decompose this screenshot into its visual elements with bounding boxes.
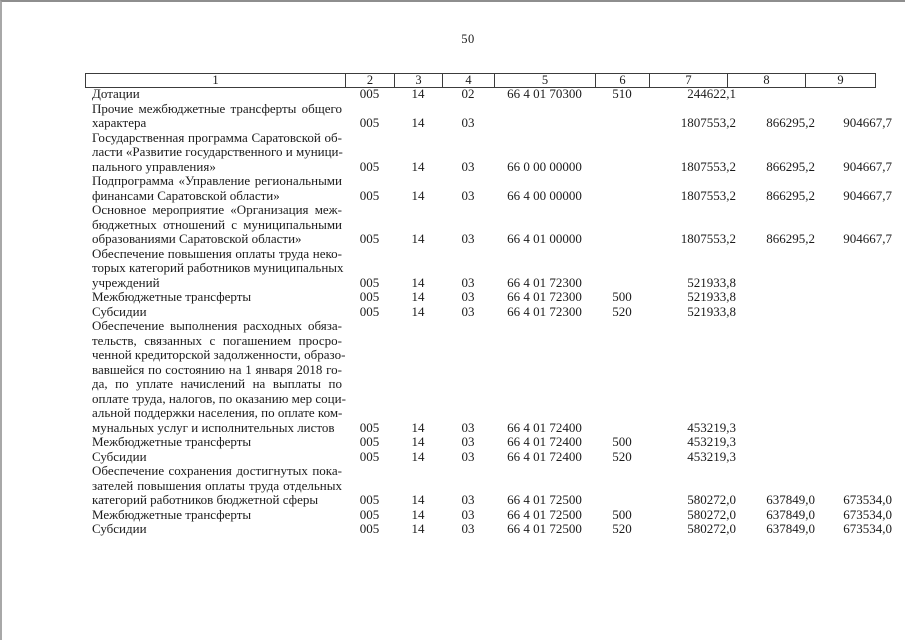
row-col-5: 66 4 01 72400 <box>507 434 582 449</box>
row-name: Субсидии <box>92 448 147 464</box>
row-col-4: 03 <box>461 419 475 435</box>
row-name: Обеспечение сохранения достигнутых пока- зателей повышения оплаты труда отдельных категорий работников бюджетной сферы <box>92 463 342 507</box>
row-col-7: 244622,1 <box>687 86 736 101</box>
row-name: Межбюджетные трансферты <box>92 506 252 522</box>
row-col-8 <box>736 290 815 305</box>
row-col-9: 904667,7 <box>843 158 892 174</box>
row-col-8 <box>736 450 815 465</box>
row-col-2: 005 <box>359 419 380 435</box>
row-col-3: 14 <box>411 521 425 536</box>
row-col-3: 14 <box>411 86 425 101</box>
row-col-4: 03 <box>461 289 475 304</box>
row-col-8: 866295,2 <box>766 115 815 130</box>
table-row <box>85 319 892 435</box>
row-col-9: 904667,7 <box>843 115 892 130</box>
row-col-6: 500 <box>612 434 632 449</box>
row-col-9: 673534,0 <box>843 506 892 522</box>
row-col-8 <box>736 87 815 102</box>
header-col-7: 7 <box>650 74 728 88</box>
row-col-9: 904667,7 <box>843 187 892 203</box>
row-col-3: 14 <box>411 303 425 319</box>
row-col-7: 521933,8 <box>687 289 736 304</box>
row-col-6: 510 <box>612 86 632 101</box>
header-col-6: 6 <box>596 74 650 88</box>
row-name: Межбюджетные трансферты <box>92 289 252 304</box>
budget-table-body <box>85 87 892 537</box>
row-col-4: 03 <box>461 448 475 464</box>
row-col-7: 1807553,2 <box>680 158 736 174</box>
row-col-6: 500 <box>612 506 632 522</box>
row-name: Дотации <box>92 86 140 101</box>
row-col-6: 500 <box>612 289 632 304</box>
row-col-9 <box>815 435 892 450</box>
row-col-4: 03 <box>461 303 475 319</box>
row-name: Субсидии <box>92 521 147 536</box>
row-col-3: 14 <box>411 289 425 304</box>
row-col-7: 580272,0 <box>687 492 736 507</box>
row-col-5: 66 4 01 72300 <box>507 303 582 319</box>
row-col-8: 637849,0 <box>766 492 815 507</box>
row-col-5: 66 4 01 72500 <box>507 521 582 536</box>
row-col-8: 866295,2 <box>766 158 815 174</box>
table-row <box>85 450 892 465</box>
row-col-9 <box>815 247 892 291</box>
row-col-8 <box>736 435 815 450</box>
row-col-9 <box>815 290 892 305</box>
row-col-6 <box>595 174 649 203</box>
row-col-5: 66 4 01 72300 <box>507 274 582 290</box>
header-col-8: 8 <box>728 74 806 88</box>
row-col-6: 520 <box>612 448 632 464</box>
row-col-8: 637849,0 <box>766 521 815 536</box>
row-col-2: 005 <box>359 303 380 319</box>
table-row <box>85 131 892 175</box>
row-col-9: 904667,7 <box>843 231 892 246</box>
row-col-4: 03 <box>461 158 475 174</box>
row-name: Основное мероприятие «Организация меж- бюджетных отношений с муниципальными образованиями Саратовской области» <box>92 202 342 246</box>
row-col-8 <box>736 319 815 435</box>
row-col-4: 03 <box>461 231 475 246</box>
row-col-8: 866295,2 <box>766 231 815 246</box>
row-col-2: 005 <box>359 448 380 464</box>
header-col-9: 9 <box>806 74 876 88</box>
row-col-9 <box>815 305 892 320</box>
row-col-6 <box>595 247 649 291</box>
row-col-6: 520 <box>612 303 632 319</box>
row-col-3: 14 <box>411 274 425 290</box>
row-col-9 <box>815 87 892 102</box>
row-col-2: 005 <box>359 434 380 449</box>
table-row <box>85 464 892 508</box>
row-col-8 <box>736 247 815 291</box>
header-col-2: 2 <box>346 74 395 88</box>
row-col-2: 005 <box>359 187 380 203</box>
row-col-6 <box>595 131 649 175</box>
row-col-2: 005 <box>359 274 380 290</box>
row-col-2: 005 <box>359 158 380 174</box>
row-col-2: 005 <box>359 521 380 536</box>
row-col-3: 14 <box>411 448 425 464</box>
table-row <box>85 522 892 537</box>
row-col-5: 66 4 00 00000 <box>507 187 582 203</box>
row-col-7: 521933,8 <box>687 303 736 319</box>
table-body <box>85 87 892 537</box>
row-col-5: 66 4 01 72400 <box>507 448 582 464</box>
row-col-5: 66 4 01 72300 <box>507 289 582 304</box>
page-number: 50 <box>461 32 475 46</box>
row-col-5: 66 4 01 70300 <box>507 86 582 101</box>
table-row <box>85 247 892 291</box>
table-row <box>85 290 892 305</box>
header-row <box>86 74 876 88</box>
row-col-2: 005 <box>359 492 380 507</box>
row-col-7: 580272,0 <box>687 521 736 536</box>
row-col-3: 14 <box>411 492 425 507</box>
table-row <box>85 87 892 102</box>
row-col-7: 453219,3 <box>687 419 736 435</box>
row-col-4: 03 <box>461 187 475 203</box>
row-col-7: 1807553,2 <box>680 115 736 130</box>
table-row <box>85 102 892 131</box>
row-col-6 <box>595 319 649 435</box>
row-name: Государственная программа Саратовской об- ласти «Развитие государственного и муници- пального управления» <box>92 129 343 174</box>
row-col-9: 673534,0 <box>843 521 892 536</box>
row-col-7: 453219,3 <box>687 434 736 449</box>
header-col-3: 3 <box>395 74 443 88</box>
row-col-4: 03 <box>461 492 475 507</box>
row-col-6: 520 <box>612 521 632 536</box>
header-col-1: 1 <box>86 74 346 88</box>
table-row <box>85 305 892 320</box>
table-row <box>85 203 892 247</box>
row-col-2: 005 <box>359 115 380 130</box>
row-col-4: 02 <box>461 86 475 101</box>
row-col-7: 1807553,2 <box>680 187 736 203</box>
row-col-5: 66 4 01 72500 <box>507 506 582 522</box>
row-col-3: 14 <box>411 419 425 435</box>
row-col-6 <box>595 203 649 247</box>
row-col-5: 66 4 01 72500 <box>507 492 582 507</box>
row-col-3: 14 <box>411 231 425 246</box>
row-col-2: 005 <box>359 86 380 101</box>
row-col-6 <box>595 102 649 131</box>
budget-table-header <box>85 73 876 88</box>
table-row <box>85 174 892 203</box>
row-col-7: 580272,0 <box>687 506 736 522</box>
row-col-5: 66 4 01 72400 <box>507 419 582 435</box>
row-col-9 <box>815 450 892 465</box>
row-col-3: 14 <box>411 187 425 203</box>
row-col-4: 03 <box>461 434 475 449</box>
row-col-8: 866295,2 <box>766 187 815 203</box>
row-col-5: 66 0 00 00000 <box>507 158 582 174</box>
row-col-5 <box>494 102 595 131</box>
row-name: Обеспечение выполнения расходных обяза- тельств, связанных с погашением просро- ченной кредиторской задолженности, образо- вавшейся по состоянию на 1 января 2018 го- да, по уплате начислений на выплаты по оплате труда, налогов, по оказанию мер соци- альной поддержки населения, по оплате ком- мунальных услуг и исполнительных листов <box>92 318 346 435</box>
row-col-2: 005 <box>359 289 380 304</box>
row-name: Обеспечение повышения оплаты труда неко- торых категорий работников муниципальных учреждений <box>92 245 344 290</box>
row-col-7: 453219,3 <box>687 448 736 464</box>
table-row <box>85 508 892 523</box>
row-col-9 <box>815 319 892 435</box>
row-name: Подпрограмма «Управление региональными финансами Саратовской области» <box>92 173 342 203</box>
row-col-7: 1807553,2 <box>680 231 736 246</box>
row-name: Субсидии <box>92 303 147 319</box>
table-row <box>85 435 892 450</box>
row-col-2: 005 <box>359 506 380 522</box>
row-col-5: 66 4 01 00000 <box>507 231 582 246</box>
row-col-8 <box>736 305 815 320</box>
row-col-4: 03 <box>461 274 475 290</box>
row-col-3: 14 <box>411 506 425 522</box>
header-col-5: 5 <box>495 74 596 88</box>
row-col-2: 005 <box>359 231 380 246</box>
row-col-4: 03 <box>461 115 475 130</box>
row-col-6 <box>595 464 649 508</box>
row-col-7: 521933,8 <box>687 274 736 290</box>
row-name: Межбюджетные трансферты <box>92 434 252 449</box>
row-col-3: 14 <box>411 434 425 449</box>
row-col-3: 14 <box>411 158 425 174</box>
row-col-4: 03 <box>461 521 475 536</box>
row-col-8: 637849,0 <box>766 506 815 522</box>
row-col-9: 673534,0 <box>843 492 892 507</box>
header-col-4: 4 <box>443 74 495 88</box>
row-col-4: 03 <box>461 506 475 522</box>
row-name: Прочие межбюджетные трансферты общего характера <box>92 100 342 130</box>
row-col-3: 14 <box>411 115 425 130</box>
